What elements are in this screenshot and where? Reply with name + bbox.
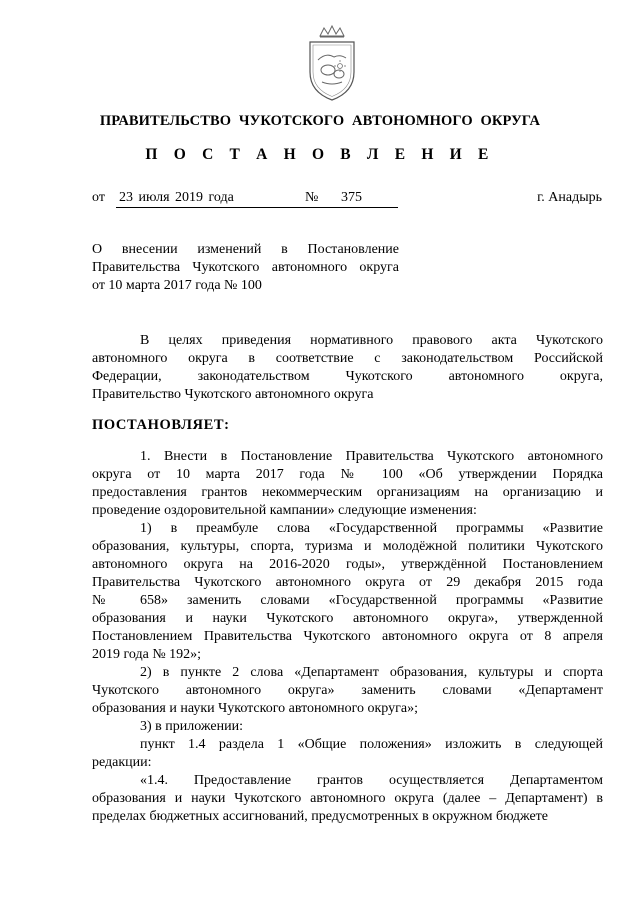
body-line: образования и науки Чукотского автономного округа», утвержденной: [92, 611, 603, 626]
body-line: предоставления грантов некоммерческим организациям на организацию и: [92, 485, 603, 500]
body-line: образования и науки Чукотского автономного округа (далее – Департамент) в: [92, 791, 603, 806]
coat-of-arms-emblem: [300, 24, 364, 104]
body-line: 3) в приложении:: [140, 719, 243, 734]
body-line: округа от 10 марта 2017 года № 100 «Об утверждении Порядка: [92, 467, 603, 482]
preamble-line: Правительство Чукотского автономного округа: [92, 387, 374, 402]
preamble-line: Федерации, законодательством Чукотского автономного округа,: [92, 369, 603, 384]
body-line: автономного округа на 2016-2020 годы», утверждённой Постановлением: [92, 557, 603, 572]
body-line: № 658» заменить словами «Государственной программы «Развитие: [92, 593, 603, 608]
number-value: 375: [341, 190, 362, 205]
body-line: образования и науки Чукотского автономного округа»;: [92, 701, 418, 716]
city-label: г. Анадырь: [537, 190, 602, 205]
preamble-line: В целях приведения нормативного правового акта Чукотского: [140, 333, 603, 348]
body-line: 1. Внести в Постановление Правительства Чукотского автономного: [140, 449, 603, 464]
date-prefix: от: [92, 190, 105, 205]
document-type-title: П О С Т А Н О В Л Е Н И Е: [145, 146, 495, 163]
subject-block: [92, 241, 399, 295]
number-field: [324, 190, 398, 208]
body-line: «1.4. Предоставление грантов осуществляется Департаментом: [140, 773, 603, 788]
body-line: Правительства Чукотского автономного округа от 29 декабря 2015 года: [92, 575, 603, 590]
resolves-heading: ПОСТАНОВЛЯЕТ:: [92, 417, 230, 433]
subject-line: Правительства Чукотского автономного округа: [92, 260, 399, 275]
subject-line: О внесении изменений в Постановление: [92, 242, 399, 257]
date-value: 23 июля 2019 года: [119, 190, 234, 205]
body-line: 2) в пункте 2 слова «Департамент образования, культуры и спорта: [140, 665, 603, 680]
body-line: пределах бюджетных ассигнований, предусмотренных в окружном бюджете: [92, 809, 549, 824]
number-label: №: [305, 190, 319, 205]
body-line: 2019 года № 192»;: [92, 647, 202, 662]
preamble-line: автономного округа в соответствие с законодательством Российской: [92, 351, 603, 366]
preamble-paragraph: [92, 332, 603, 404]
document-meta-row: [92, 190, 602, 210]
body-line: 1) в преамбуле слова «Государственной программы «Развитие: [140, 521, 603, 536]
resolution-body: [92, 448, 603, 826]
subject-line: от 10 марта 2017 года № 100: [92, 278, 262, 293]
body-line: Чукотского автономного округа» заменить словами «Департамент: [92, 683, 603, 698]
body-line: пункт 1.4 раздела 1 «Общие положения» изложить в следующей: [140, 737, 603, 752]
body-line: образования, культуры, спорта, туризма и молодёжной политики Чукотского: [92, 539, 603, 554]
body-line: редакции:: [92, 755, 152, 770]
body-line: проведение оздоровительной кампании» следующие изменения:: [92, 503, 477, 518]
body-line: Постановлением Правительства Чукотского автономного округа от 8 апреля: [92, 629, 603, 644]
government-title: ПРАВИТЕЛЬСТВО ЧУКОТСКОГО АВТОНОМНОГО ОКРУГА: [99, 113, 541, 129]
